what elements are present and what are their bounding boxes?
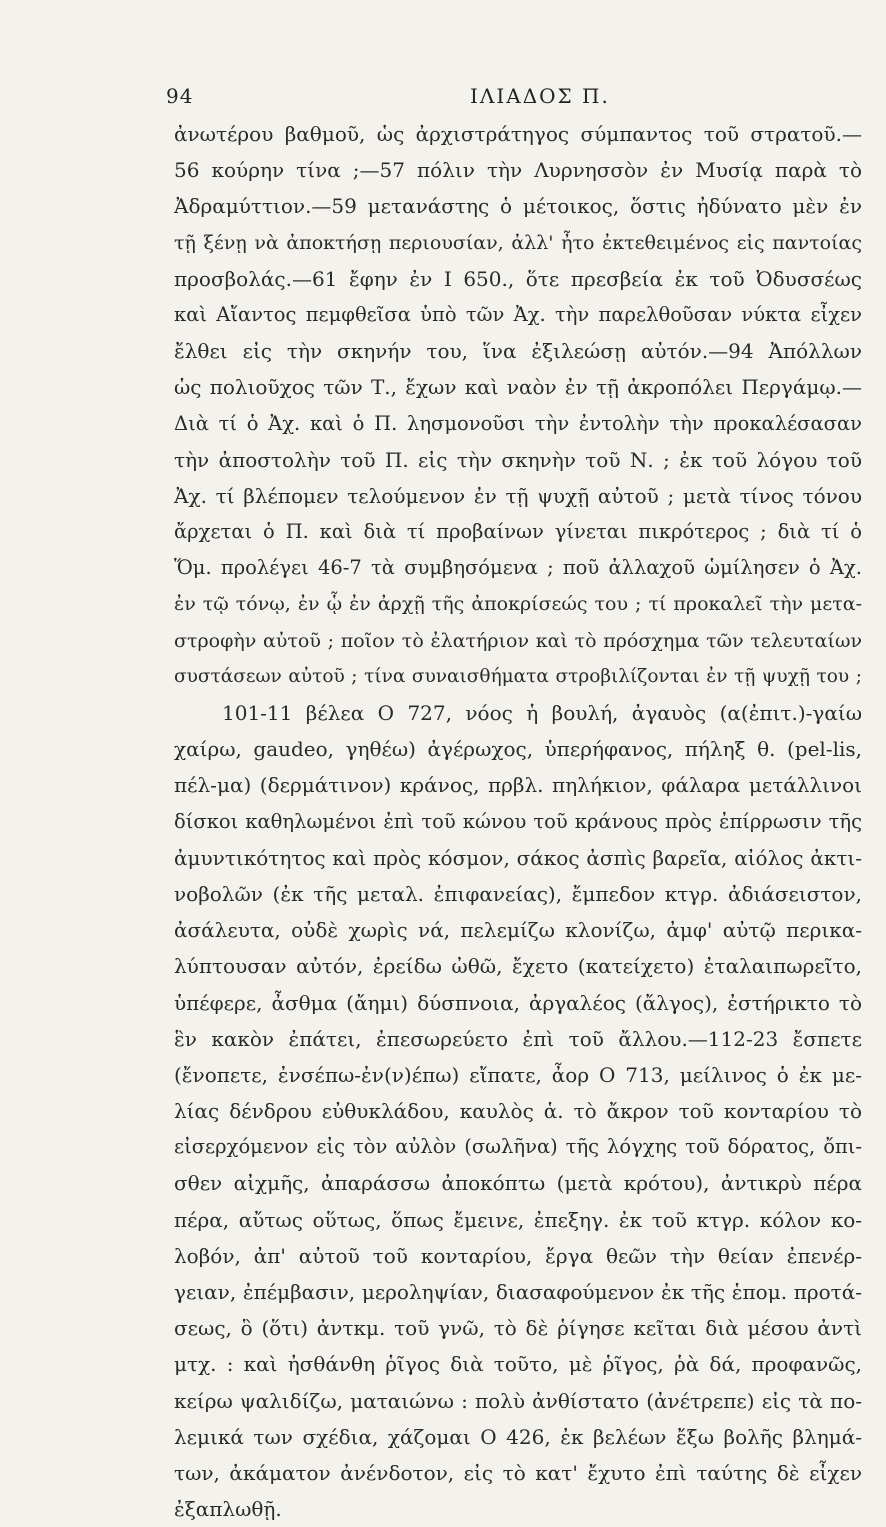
text-line: προσβολάς.—61 ἔφην ἐν Ι 650., ὅτε πρεσβεία ἐκ τοῦ Ὀδυσσέως bbox=[174, 266, 862, 291]
text-line: χαίρω, gaudeo, γηθέω) ἀγέρωχος, ὑπερήφανος, πήληξ θ. (pel-lis, bbox=[174, 737, 862, 762]
text-line: λίας δένδρου εὐθυκλάδου, καυλὸς ἁ. τὸ ἄκρον τοῦ κονταρίου τὸ bbox=[174, 1099, 862, 1124]
text-line: ἀσάλευτα, οὐδὲ χωρὶς νά, πελεμίζω κλονίζω, ἀμφ' αὐτῷ περικα- bbox=[174, 918, 862, 943]
text-line: σεως, ὃ (ὅτι) ἀντκμ. τοῦ γνῶ, τὸ δὲ ῥίγησε κεῖται διὰ μέσου ἀντὶ bbox=[174, 1316, 862, 1341]
text-line: ὡς πολιοῦχος τῶν Τ., ἔχων καὶ ναὸν ἐν τῇ ἀκροπόλει Περγάμῳ.— bbox=[174, 375, 862, 400]
running-title: ΙΛΙΑΔΟΣ Π. bbox=[470, 84, 610, 108]
text-line: πέλ-μα) (δερμάτινον) κράνος, πρβλ. πηλήκιον, φάλαρα μετάλλινοι bbox=[174, 773, 862, 798]
text-line: λύπτουσαν αὐτόν, ἐρείδω ὠθῶ, ἔχετο (κατείχετο) ἐταλαιπωρεῖτο, bbox=[174, 954, 862, 979]
text-line: λοβόν, ἀπ' αὐτοῦ τοῦ κονταρίου, ἔργα θεῶν τὴν θείαν ἐπενέρ- bbox=[174, 1243, 862, 1268]
page-number: 94 bbox=[166, 84, 194, 108]
text-line: ἀμυντικότητος καὶ πρὸς κόσμον, σάκος ἀσπὶς βαρεῖα, αἰόλος ἀκτι- bbox=[174, 845, 862, 870]
text-line: συστάσεων αὐτοῦ ; τίνα συναισθήματα στροβιλίζονται ἐν τῇ ψυχῇ του ; bbox=[174, 665, 862, 687]
text-line: Ἀχ. τί βλέπομεν τελούμενον ἐν τῇ ψυχῇ αὐτοῦ ; μετὰ τίνος τόνου bbox=[174, 483, 862, 508]
text-line: καὶ Αἴαντος πεμφθεῖσα ὑπὸ τῶν Ἀχ. τὴν παρελθοῦσαν νύκτα εἶχεν bbox=[174, 302, 862, 326]
text-line: λεμικά των σχέδια, χάζομαι Ο 426, ἐκ βελέων ἔξω βολῆς βλημά- bbox=[174, 1424, 862, 1449]
page-header bbox=[0, 80, 886, 120]
text-line: ὑπέφερε, ἆσθμα (ἄημι) δύσπνοια, ἀργαλέος (ἄλγος), ἐστήρικτο τὸ bbox=[174, 990, 862, 1015]
text-line: ἐξαπλωθῇ. bbox=[174, 1497, 282, 1522]
commentary-text bbox=[174, 116, 862, 1527]
text-line: των, ἀκάματον ἀνένδοτον, εἰς τὸ κατ' ἔχυτο ἐπὶ ταύτης δὲ εἶχεν bbox=[174, 1460, 862, 1485]
text-line: τῇ ξένῃ νὰ ἀποκτήσῃ περιουσίαν, ἀλλ' ἦτο ἐκτεθειμένος εἰς παντοίας bbox=[174, 231, 862, 254]
text-line: εἰσερχόμενον εἰς τὸν αὐλὸν (σωλῆνα) τῆς λόγχης τοῦ δόρατος, ὄπι- bbox=[174, 1135, 862, 1159]
text-line: Διὰ τί ὁ Ἀχ. καὶ ὁ Π. λησμονοῦσι τὴν ἐντολὴν τὴν προκαλέσασαν bbox=[174, 411, 862, 435]
text-line: δίσκοι καθηλωμένοι ἐπὶ τοῦ κώνου τοῦ κράνους πρὸς ἐπίρρωσιν τῆς bbox=[174, 809, 862, 833]
text-line: ἓν κακὸν ἐπάτει, ἐπεσωρεύετο ἐπὶ τοῦ ἄλλου.—112-23 ἔσπετε bbox=[174, 1026, 862, 1051]
text-line: πέρα, αὔτως οὕτως, ὅπως ἔμεινε, ἐπεξηγ. ἐκ τοῦ κτγρ. κόλον κο- bbox=[174, 1207, 862, 1232]
text-line: ἐν τῷ τόνῳ, ἐν ᾧ ἐν ἀρχῇ τῆς ἀποκρίσεώς του ; τί προκαλεῖ τὴν μετα- bbox=[174, 593, 862, 616]
text-line: τὴν ἀποστολὴν τοῦ Π. εἰς τὴν σκηνὴν τοῦ Ν. ; ἐκ τοῦ λόγου τοῦ bbox=[174, 447, 862, 472]
text-line: στροφὴν αὐτοῦ ; ποῖον τὸ ἐλατήριον καὶ τὸ πρόσχημα τῶν τελευταίων bbox=[174, 629, 862, 652]
text-line: γειαν, ἐπέμβασιν, μεροληψίαν, διασαφούμενον ἐκ τῆς ἑπομ. προτά- bbox=[174, 1280, 862, 1304]
text-line: κείρω ψαλιδίζω, ματαιώνω : πολὺ ἀνθίστατο (ἀνέτρεπε) εἰς τὰ πο- bbox=[174, 1388, 862, 1413]
text-line: μτχ. : καὶ ἠσθάνθη ῥῖγος διὰ τοῦτο, μὲ ῥῖγος, ῥὰ δά, προφανῶς, bbox=[174, 1352, 862, 1377]
text-line: νοβολῶν (ἐκ τῆς μεταλ. ἐπιφανείας), ἔμπεδον κτγρ. ἀδιάσειστον, bbox=[174, 881, 862, 906]
text-line: (ἔνοπετε, ἐνσέπω-ἐν(ν)έπω) εἴπατε, ἆορ Ο 713, μείλινος ὁ ἐκ με- bbox=[174, 1062, 862, 1087]
text-line: 101-11 βέλεα Ο 727, νόος ἡ βουλή, ἀγαυὸς (α(ἐπιτ.)-γαίω bbox=[222, 701, 862, 725]
text-line: 56 κούρην τίνα ;—57 πόλιν τὴν Λυρνησσὸν ἐν Μυσίᾳ παρὰ τὸ bbox=[174, 158, 862, 183]
text-line: Ὅμ. προλέγει 46-7 τὰ συμβησόμενα ; ποῦ ἀλλαχοῦ ὡμίλησεν ὁ Ἀχ. bbox=[174, 556, 862, 580]
text-line: Ἀδραμύττιον.—59 μετανάστης ὁ μέτοικος, ὅστις ἠδύνατο μὲν ἐν bbox=[174, 194, 862, 219]
text-line: ἔλθει εἰς τὴν σκηνήν του, ἵνα ἐξιλεώσῃ αὐτόν.—94 Ἀπόλλων bbox=[174, 339, 862, 364]
text-line: ἀνωτέρου βαθμοῦ, ὡς ἀρχιστράτηγος σύμπαντος τοῦ στρατοῦ.— bbox=[174, 122, 862, 146]
text-line: σθεν αἰχμῆς, ἀπαράσσω ἀποκόπτω (μετὰ κρότου), ἀντικρὺ πέρα bbox=[174, 1171, 862, 1196]
text-line: ἄρχεται ὁ Π. καὶ διὰ τί προβαίνων γίνεται πικρότερος ; διὰ τί ὁ bbox=[174, 520, 862, 544]
